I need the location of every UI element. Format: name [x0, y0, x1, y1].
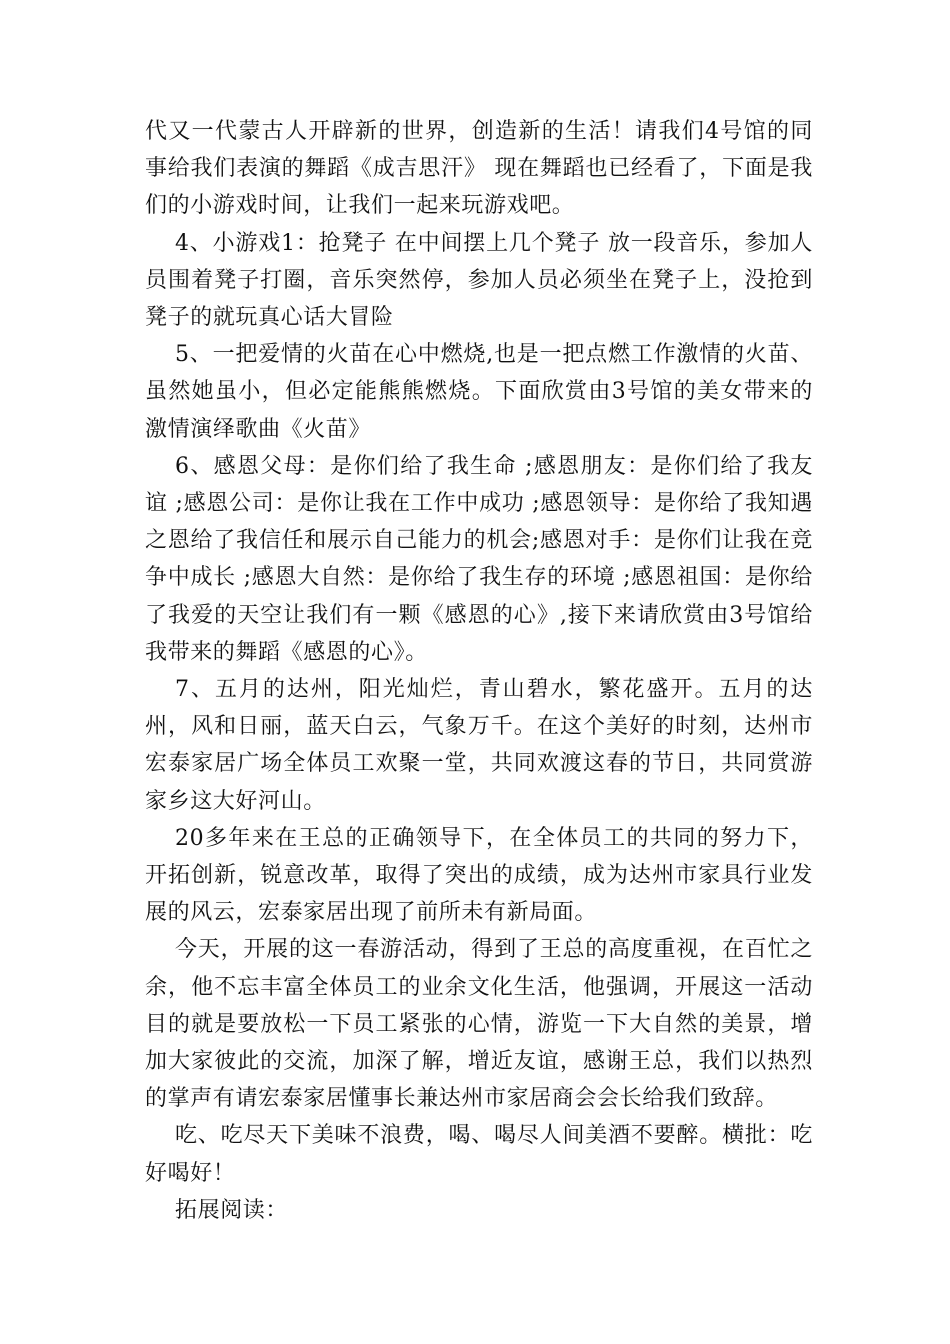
paragraph-today-activity: 今天，开展的这一春游活动，得到了王总的高度重视，在百忙之余，他不忘丰富全体员工的业余文化生活，他强调，开展这一活动目的就是要放松一下员工紧张的心情，游览一下大自然的美景，增加大家彼此的交流，加深了解，增近友谊，感谢王总，我们以热烈的掌声有请宏泰家居懂事长兼达州市家居商会会长给我们致辞。	[145, 937, 813, 1112]
paragraph-extended-reading: 拓展阅读：	[175, 1197, 289, 1223]
paragraph-item-7-may: 7、五月的达州，阳光灿烂，青山碧水，繁花盛开。五月的达州，风和日丽，蓝天白云，气象万千。在这个美好的时刻，达州市宏泰家居广场全体员工欢聚一堂，共同欢渡这春的节日，共同赏游家乡这大好河山。	[145, 677, 813, 814]
document-body	[145, 113, 813, 1229]
paragraph-couplet: 吃、吃尽天下美味不浪费，喝、喝尽人间美酒不要醉。横批：吃好喝好！	[145, 1123, 813, 1186]
paragraph-item-5-song: 5、一把爱情的火苗在心中燃烧,也是一把点燃工作激情的火苗、虽然她虽小，但必定能熊熊燃烧。下面欣赏由3号馆的美女带来的激情演绎歌曲《火苗》	[145, 342, 813, 442]
paragraph-intro-continuation: 代又一代蒙古人开辟新的世界，创造新的生活！请我们4号馆的同事给我们表演的舞蹈《成吉思汗》 现在舞蹈也已经看了，下面是我们的小游戏时间，让我们一起来玩游戏吧。	[145, 119, 813, 219]
paragraph-item-4-game: 4、小游戏1：抢凳子 在中间摆上几个凳子 放一段音乐，参加人员围着凳子打圈，音乐突然停，参加人员必须坐在凳子上，没抢到凳子的就玩真心话大冒险	[145, 230, 813, 331]
paragraph-item-6-gratitude: 6、感恩父母：是你们给了我生命 ;感恩朋友：是你们给了我友谊 ;感恩公司：是你让我在工作中成功 ;感恩领导：是你给了我知遇之恩给了我信任和展示自己能力的机会;感恩对手：是你们让我在竞争中成长 ;感恩大自然：是你给了我生存的环境 ;感恩祖国：是你给了我爱的天空让我们有一颗《感恩的心》,接下来请欣赏由3号馆给我带来的舞蹈《感恩的心》。	[145, 453, 813, 665]
paragraph-twenty-years: 20多年来在王总的正确领导下，在全体员工的共同的努力下，开拓创新，锐意改革，取得了突出的成绩，成为达州市家具行业发展的风云，宏泰家居出现了前所未有新局面。	[145, 825, 813, 926]
